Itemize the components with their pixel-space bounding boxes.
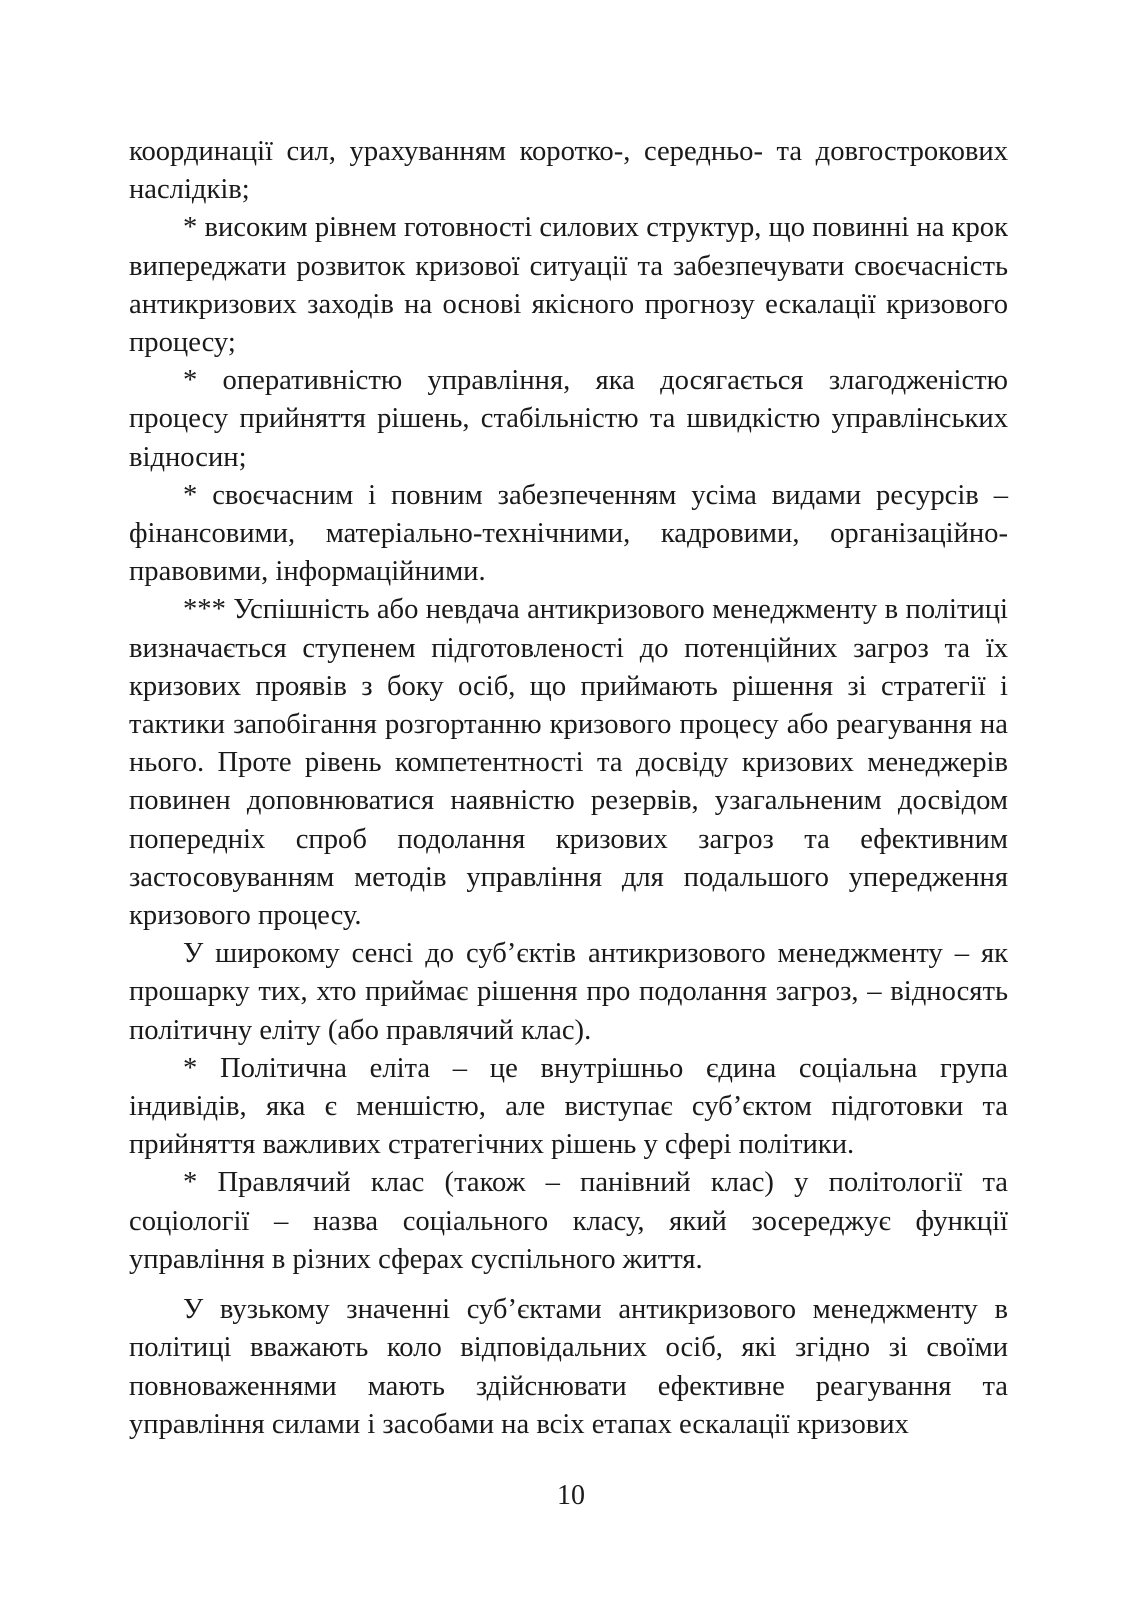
paragraph-bullet-operativeness: * оперативністю управління, яка досягається злагодженістю процесу прийняття рішень, стабільністю та швидкістю управлінських відносин;	[129, 365, 1008, 473]
paragraph-bullet-resources: * своєчасним і повним забезпеченням усіма видами ресурсів – фінансовими, матеріально-технічними, кадровими, організаційно-правовими, інформаційними.	[129, 479, 1008, 588]
paragraph-narrow-sense: У вузькому значенні суб’єктами антикризового менеджменту в політиці вважають коло відповідальних осіб, які згідно зі своїми повноваженнями мають здійснювати ефективне реагування та управління силами і засобами на всіх етапах ескалації кризових	[129, 1294, 1008, 1440]
paragraph-continuation: координації сил, урахуванням коротко-, середньо- та довгострокових наслідків;	[129, 136, 1008, 206]
paragraph-ruling-class: * Правлячий клас (також – панівний клас) у політології та соціології – назва соціального класу, який зосереджує функції управління в різних сферах суспільного життя.	[129, 1167, 1008, 1275]
paragraph-political-elite: * Політична еліта – це внутрішньо єдина соціальна група індивідів, яка є меншістю, але виступає суб’єктом підготовки та прийняття важливих стратегічних рішень у сфері політики.	[129, 1052, 1008, 1161]
paragraph-broad-sense: У широкому сенсі до суб’єктів антикризового менеджменту – як прошарку тих, хто приймає рішення про подолання загроз, – відносять політичну еліту (або правлячий клас).	[129, 938, 1008, 1046]
body-text	[129, 133, 1008, 1444]
paragraph-success-failure: *** Успішність або невдача антикризового менеджменту в політиці визначається ступенем підготовленості до потенційних загроз та їх кризових проявів з боку осіб, що приймають рішення зі стратегії і тактики запобігання розгортанню кризового процесу або реагування на нього. Проте рівень компетентності та досвіду кризових менеджерів повинен доповнюватися наявністю резервів, узагальненим досвідом попередніх спроб подолання кризових загроз та ефективним застосовуванням методів управління для подальшого упередження кризового процесу.	[129, 594, 1008, 932]
paragraph-bullet-readiness: * високим рівнем готовності силових структур, що повинні на крок випереджати розвиток кризової ситуації та забезпечувати своєчасність антикризових заходів на основі якісного прогнозу ескалації кризового процесу;	[129, 212, 1008, 359]
page-number: 10	[557, 1480, 585, 1511]
